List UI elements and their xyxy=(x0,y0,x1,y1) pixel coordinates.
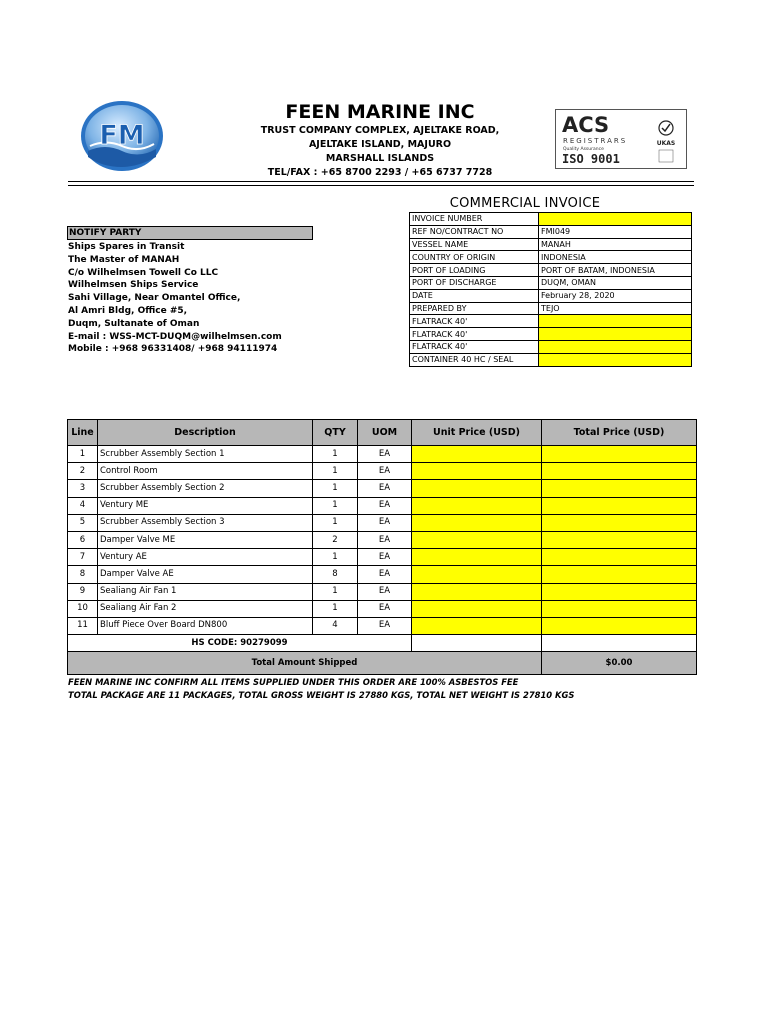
item-uom: EA xyxy=(358,549,412,566)
notify-line: Al Amri Bldg, Office #5, xyxy=(68,305,188,316)
item-total-price xyxy=(542,514,697,531)
table-row xyxy=(68,446,697,463)
total-amount: $0.00 xyxy=(542,652,697,675)
info-label: INVOICE NUMBER xyxy=(410,213,539,226)
line-number: 6 xyxy=(68,531,98,548)
info-label: REF NO/CONTRACT NO xyxy=(410,225,539,238)
col-uom: UOM xyxy=(358,420,412,446)
item-description: Ventury AE xyxy=(98,549,313,566)
items-table xyxy=(67,419,697,675)
asbestos-note: FEEN MARINE INC CONFIRM ALL ITEMS SUPPLIED UNDER THIS ORDER ARE 100% ASBESTOS FEE xyxy=(68,677,519,687)
info-label: COUNTRY OF ORIGIN xyxy=(410,251,539,264)
item-uom: EA xyxy=(358,531,412,548)
table-row xyxy=(68,566,697,583)
table-row xyxy=(68,463,697,480)
line-number: 10 xyxy=(68,600,98,617)
hs-code-spacer xyxy=(412,635,542,652)
invoice-info-row xyxy=(410,225,692,238)
item-description: Damper Valve ME xyxy=(98,531,313,548)
info-value: PORT OF BATAM, INDONESIA xyxy=(539,264,692,277)
notify-party-heading: NOTIFY PARTY xyxy=(67,226,313,240)
item-unit-price xyxy=(412,566,542,583)
item-total-price xyxy=(542,446,697,463)
info-label: PORT OF DISCHARGE xyxy=(410,276,539,289)
col-qty: QTY xyxy=(313,420,358,446)
svg-text:UKAS: UKAS xyxy=(656,140,676,147)
col-unit-price: Unit Price (USD) xyxy=(412,420,542,446)
item-unit-price xyxy=(412,531,542,548)
svg-text:FM: FM xyxy=(99,120,145,151)
item-unit-price xyxy=(412,600,542,617)
header-divider-thin xyxy=(68,185,694,186)
hs-code-spacer xyxy=(542,635,697,652)
info-label: VESSEL NAME xyxy=(410,238,539,251)
invoice-info-row xyxy=(410,353,692,366)
table-row xyxy=(68,617,697,634)
item-qty: 1 xyxy=(313,480,358,497)
line-number: 8 xyxy=(68,566,98,583)
invoice-info-row xyxy=(410,238,692,251)
info-label: FLATRACK 40' xyxy=(410,340,539,353)
invoice-info-row xyxy=(410,276,692,289)
info-value: INDONESIA xyxy=(539,251,692,264)
col-description: Description xyxy=(98,420,313,446)
invoice-info-row xyxy=(410,213,692,226)
item-uom: EA xyxy=(358,497,412,514)
company-logo xyxy=(80,99,164,173)
hs-code: HS CODE: 90279099 xyxy=(68,635,412,652)
company-name: FEEN MARINE INC xyxy=(285,101,475,123)
notify-line: Sahi Village, Near Omantel Office, xyxy=(68,293,241,304)
info-value xyxy=(539,315,692,328)
total-row xyxy=(68,652,697,675)
item-uom: EA xyxy=(358,566,412,583)
item-description: Damper Valve AE xyxy=(98,566,313,583)
item-description: Control Room xyxy=(98,463,313,480)
hs-code-row xyxy=(68,635,697,652)
item-total-price xyxy=(542,480,697,497)
iso-certification-badge xyxy=(555,109,687,169)
table-row xyxy=(68,549,697,566)
item-unit-price xyxy=(412,583,542,600)
tel-fax: TEL/FAX : +65 8700 2293 / +65 6737 7728 xyxy=(267,167,493,178)
item-description: Sealiang Air Fan 1 xyxy=(98,583,313,600)
info-value: FMI049 xyxy=(539,225,692,238)
info-label: PREPARED BY xyxy=(410,302,539,315)
item-uom: EA xyxy=(358,600,412,617)
ukas-crown-icon xyxy=(657,121,676,162)
invoice-info-row xyxy=(410,251,692,264)
item-qty: 4 xyxy=(313,617,358,634)
item-total-price xyxy=(542,549,697,566)
items-header-row xyxy=(68,420,697,446)
notify-mobile: Mobile : +968 96331408/ +968 94111974 xyxy=(68,344,278,355)
company-header xyxy=(170,100,590,180)
line-number: 2 xyxy=(68,463,98,480)
item-description: Scrubber Assembly Section 2 xyxy=(98,480,313,497)
item-uom: EA xyxy=(358,617,412,634)
table-row xyxy=(68,480,697,497)
item-unit-price xyxy=(412,514,542,531)
item-qty: 1 xyxy=(313,549,358,566)
invoice-info-row xyxy=(410,302,692,315)
item-total-price xyxy=(542,463,697,480)
address-line-2: AJELTAKE ISLAND, MAJURO xyxy=(308,139,452,150)
info-label: DATE xyxy=(410,289,539,302)
item-description: Sealiang Air Fan 2 xyxy=(98,600,313,617)
notify-line: C/o Wilhelmsen Towell Co LLC xyxy=(68,267,219,278)
item-qty: 1 xyxy=(313,497,358,514)
invoice-info-row xyxy=(410,315,692,328)
info-value: TEJO xyxy=(539,302,692,315)
item-qty: 1 xyxy=(313,583,358,600)
invoice-notes xyxy=(68,676,574,701)
item-total-price xyxy=(542,531,697,548)
notify-party-address xyxy=(68,241,368,356)
item-uom: EA xyxy=(358,446,412,463)
info-label: FLATRACK 40' xyxy=(410,315,539,328)
item-qty: 1 xyxy=(313,463,358,480)
item-total-price xyxy=(542,617,697,634)
invoice-info-row xyxy=(410,328,692,341)
svg-text:ACS: ACS xyxy=(562,113,610,137)
line-number: 1 xyxy=(68,446,98,463)
line-number: 4 xyxy=(68,497,98,514)
item-uom: EA xyxy=(358,463,412,480)
line-number: 9 xyxy=(68,583,98,600)
item-uom: EA xyxy=(358,480,412,497)
info-value xyxy=(539,340,692,353)
item-total-price xyxy=(542,566,697,583)
item-description: Scrubber Assembly Section 1 xyxy=(98,446,313,463)
item-qty: 1 xyxy=(313,514,358,531)
invoice-info-row xyxy=(410,289,692,302)
invoice-info-row xyxy=(410,340,692,353)
info-label: FLATRACK 40' xyxy=(410,328,539,341)
info-value: MANAH xyxy=(539,238,692,251)
item-total-price xyxy=(542,583,697,600)
col-line: Line xyxy=(68,420,98,446)
item-uom: EA xyxy=(358,583,412,600)
item-description: Bluff Piece Over Board DN800 xyxy=(98,617,313,634)
invoice-info-row xyxy=(410,264,692,277)
item-description: Scrubber Assembly Section 3 xyxy=(98,514,313,531)
info-label: PORT OF LOADING xyxy=(410,264,539,277)
invoice-info-table xyxy=(409,212,692,367)
item-unit-price xyxy=(412,549,542,566)
notify-email: E-mail : WSS-MCT-DUQM@wilhelmsen.com xyxy=(68,331,282,342)
svg-text:Quality Assurance: Quality Assurance xyxy=(563,147,604,152)
item-total-price xyxy=(542,497,697,514)
item-unit-price xyxy=(412,617,542,634)
info-value xyxy=(539,353,692,366)
svg-text:REGISTRARS: REGISTRARS xyxy=(563,137,628,145)
item-qty: 1 xyxy=(313,600,358,617)
item-description: Ventury ME xyxy=(98,497,313,514)
info-value: DUQM, OMAN xyxy=(539,276,692,289)
item-qty: 8 xyxy=(313,566,358,583)
info-value xyxy=(539,213,692,226)
info-value xyxy=(539,328,692,341)
line-number: 3 xyxy=(68,480,98,497)
info-value: February 28, 2020 xyxy=(539,289,692,302)
line-number: 11 xyxy=(68,617,98,634)
item-qty: 1 xyxy=(313,446,358,463)
notify-line: Wilhelmsen Ships Service xyxy=(68,280,199,291)
item-unit-price xyxy=(412,463,542,480)
document-title: COMMERCIAL INVOICE xyxy=(449,196,601,211)
table-row xyxy=(68,600,697,617)
info-label: CONTAINER 40 HC / SEAL xyxy=(410,353,539,366)
item-qty: 2 xyxy=(313,531,358,548)
notify-line: Duqm, Sultanate of Oman xyxy=(68,318,200,329)
table-row xyxy=(68,514,697,531)
item-unit-price xyxy=(412,446,542,463)
total-label: Total Amount Shipped xyxy=(68,652,542,675)
item-unit-price xyxy=(412,480,542,497)
notify-line: The Master of MANAH xyxy=(68,254,180,265)
item-unit-price xyxy=(412,497,542,514)
col-total-price: Total Price (USD) xyxy=(542,420,697,446)
item-total-price xyxy=(542,600,697,617)
table-row xyxy=(68,497,697,514)
header-divider xyxy=(68,181,694,182)
line-number: 7 xyxy=(68,549,98,566)
table-row xyxy=(68,583,697,600)
address-line-1: TRUST COMPANY COMPLEX, AJELTAKE ROAD, xyxy=(260,125,500,136)
address-line-3: MARSHALL ISLANDS xyxy=(325,153,435,164)
table-row xyxy=(68,531,697,548)
notify-line: Ships Spares in Transit xyxy=(68,242,185,252)
package-weight-note: TOTAL PACKAGE ARE 11 PACKAGES, TOTAL GROSS WEIGHT IS 27880 KGS, TOTAL NET WEIGHT IS 27810 KGS xyxy=(68,689,575,700)
line-number: 5 xyxy=(68,514,98,531)
item-uom: EA xyxy=(358,514,412,531)
svg-text:ISO 9001: ISO 9001 xyxy=(562,152,620,166)
